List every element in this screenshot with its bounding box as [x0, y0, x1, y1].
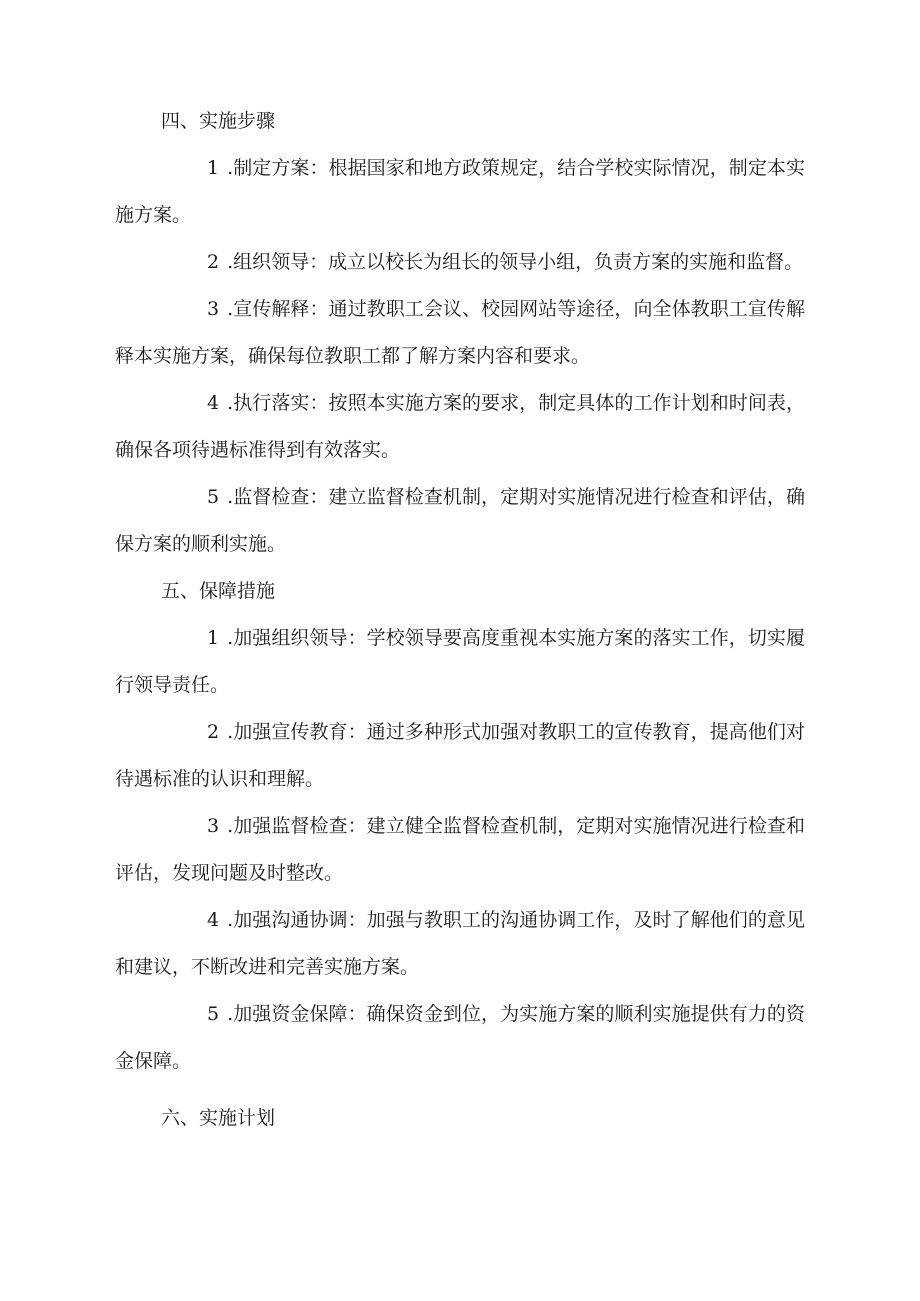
document-body — [115, 98, 805, 1142]
item-number: 1 — [207, 627, 220, 649]
step-item-4 — [115, 380, 805, 474]
section-heading-6: 六、实施计划 — [161, 1107, 276, 1129]
item-number: 1 — [207, 157, 220, 179]
item-text: .加强组织领导：学校领导要高度重视本实施方案的落实工作，切实履行领导责任。 — [115, 627, 805, 696]
step-item-1 — [115, 145, 805, 239]
item-number: 2 — [207, 251, 220, 273]
item-text: .加强宣传教育：通过多种形式加强对教职工的宣传教育，提高他们对待遇标准的认识和理解。 — [115, 721, 805, 790]
step-item-2 — [115, 239, 805, 286]
item-text: .制定方案：根据国家和地方政策规定，结合学校实际情况，制定本实施方案。 — [115, 157, 805, 226]
item-text: .加强监督检查：建立健全监督检查机制，定期对实施情况进行检查和评估，发现问题及时整改。 — [115, 815, 805, 884]
measure-item-1 — [115, 615, 805, 709]
section-heading-5: 五、保障措施 — [161, 580, 276, 602]
step-item-5 — [115, 474, 805, 568]
item-text: .加强资金保障：确保资金到位，为实施方案的顺利实施提供有力的资金保障。 — [115, 1003, 805, 1072]
item-number: 5 — [207, 1003, 220, 1025]
item-number: 2 — [207, 721, 220, 743]
item-number: 4 — [207, 909, 220, 931]
item-number: 5 — [207, 486, 220, 508]
item-number: 4 — [207, 392, 220, 414]
item-number: 3 — [207, 298, 220, 320]
item-text: .加强沟通协调：加强与教职工的沟通协调工作，及时了解他们的意见和建议，不断改进和完善实施方案。 — [115, 909, 805, 978]
item-text: .组织领导：成立以校长为组长的领导小组，负责方案的实施和监督。 — [227, 251, 804, 273]
measure-item-2 — [115, 709, 805, 803]
step-item-3 — [115, 286, 805, 380]
item-number: 3 — [207, 815, 220, 837]
item-text: .宣传解释：通过教职工会议、校园网站等途径，向全体教职工宣传解释本实施方案，确保每位教职工都了解方案内容和要求。 — [115, 298, 805, 367]
measure-item-4 — [115, 897, 805, 991]
item-text: .执行落实：按照本实施方案的要求，制定具体的工作计划和时间表，确保各项待遇标准得到有效落实。 — [115, 392, 805, 461]
measure-item-5 — [115, 991, 805, 1085]
measure-item-3 — [115, 803, 805, 897]
section-heading-4: 四、实施步骤 — [161, 110, 276, 132]
item-text: .监督检查：建立监督检查机制，定期对实施情况进行检查和评估，确保方案的顺利实施。 — [115, 486, 805, 555]
